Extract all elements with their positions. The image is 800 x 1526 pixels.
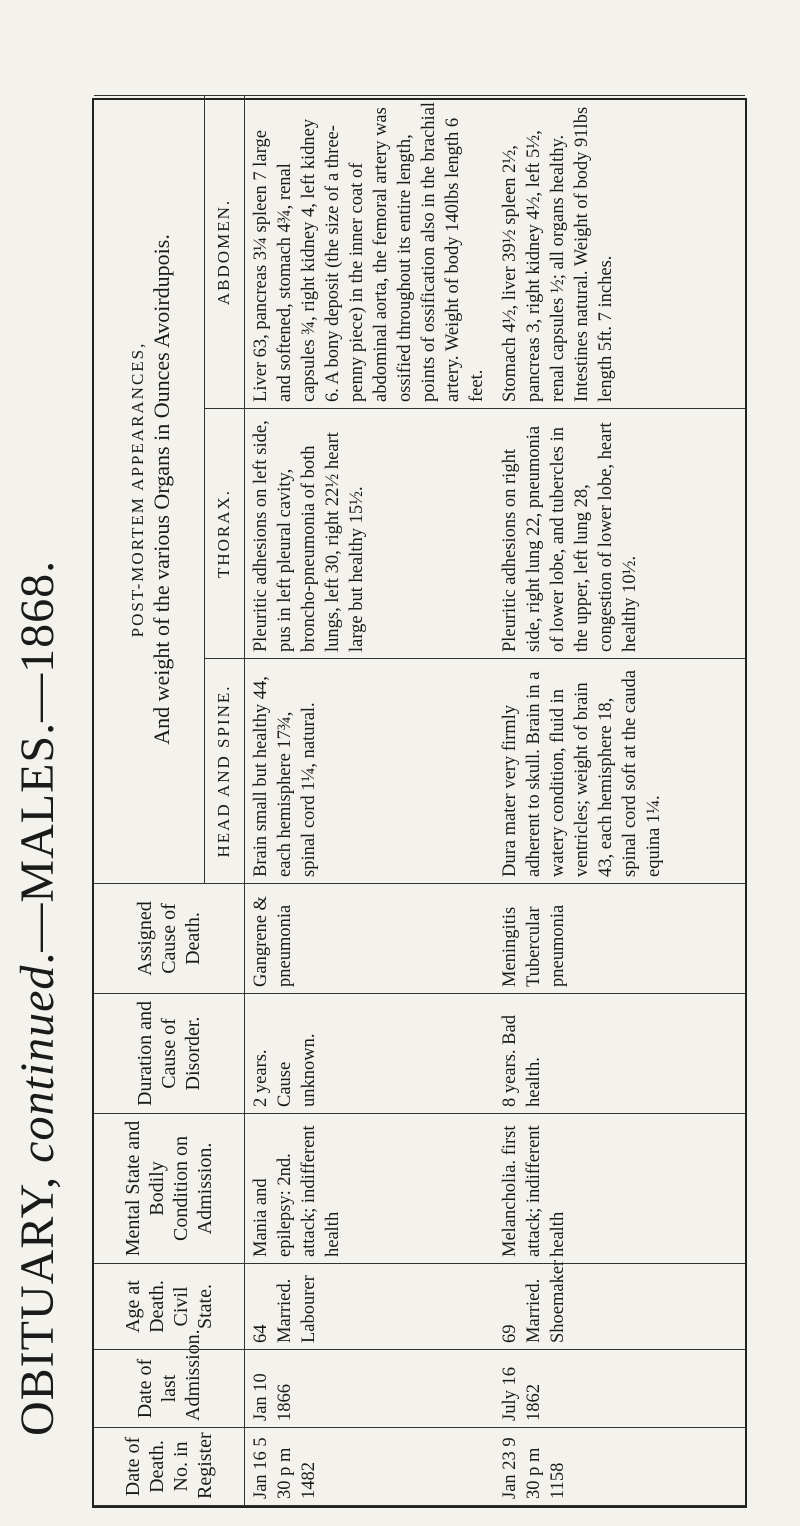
cell-register: Jan 23 9 30 p m 1158: [493, 1428, 745, 1506]
title-rest: .—MALES.—1868.: [11, 559, 64, 965]
title-italic: continued: [11, 964, 64, 1163]
cell-duration: 8 years. Bad health.: [493, 994, 745, 1114]
table-row: [244, 95, 493, 1505]
obituary-table: [92, 98, 747, 1508]
cell-duration: 2 years. Cause unknown.: [244, 994, 493, 1114]
cell-age: 69 Married. Shoemaker: [493, 1264, 745, 1350]
header-abdomen: ABDOMEN.: [204, 95, 244, 408]
cell-abdomen: Stomach 4½, liver 39½ spleen 2½, pancreas 3, right kidney 4½, left 5½, renal capsules ½; all organs healthy. Intestines natural. Weight of body 91lbs length 5ft. 7 inches.: [493, 95, 745, 408]
title-main: OBITUARY,: [11, 1162, 64, 1436]
post-mortem-title: POST-MORTEM APPEARANCES,: [127, 341, 147, 638]
post-mortem-subtitle: And weight of the various Organs in Ounces Avoirdupois.: [148, 234, 174, 745]
header-thorax: THORAX.: [204, 409, 244, 659]
cell-age: 64 Married. Labourer: [244, 1264, 493, 1350]
table-row: [493, 95, 745, 1505]
cell-abdomen: Liver 63, pancreas 3¼ spleen 7 large and softened, stomach 4¾, renal capsules ¾, right kidney 4, left kidney 6. A bony deposit (the size of a three-penny piece) in the inner coat of abdominal aorta, the femoral artery was ossified throughout its entire length, points of ossification also in the brachial artery. Weight of body 140lbs length 6 feet.: [244, 95, 493, 408]
header-cause: Assigned Cause of Death.: [94, 884, 244, 994]
cell-thorax: Pleuritic adhesions on right side, right lung 22, pneumonia of lower lobe, and tubercles in the upper, left lung 28, congestion of lower lobe, heart healthy 10½.: [493, 409, 745, 659]
header-duration: Duration and Cause of Disorder.: [94, 994, 244, 1114]
cell-mental: Mania and epilepsy: 2nd. attack; indifferent health: [244, 1114, 493, 1264]
cell-thorax: Pleuritic adhesions on left side, pus in left pleural cavity, broncho-pneumonia of both lungs, left 30, right 22½ heart large but healthy 15½.: [244, 409, 493, 659]
header-head-spine: HEAD AND SPINE.: [204, 659, 244, 884]
cell-cause: Gangrene & pneumonia: [244, 884, 493, 994]
cell-head: Dura mater very firmly adherent to skull. Brain in a watery condition, fluid in ventricles; weight of brain 43, each hemisphere 18, spinal cord soft at the cauda equina 1¼.: [493, 659, 745, 884]
header-admission: Date of last Admission.: [94, 1350, 244, 1428]
header-age: Age at Death. Civil State.: [94, 1264, 244, 1350]
cell-register: Jan 16 5 30 p m 1482: [244, 1428, 493, 1506]
header-post-mortem: [94, 95, 204, 883]
header-register: Date of Death. No. in Register: [94, 1428, 244, 1506]
cell-cause: Meningitis Tubercular pneumonia: [493, 884, 745, 994]
cell-admission: Jan 10 1866: [244, 1350, 493, 1428]
cell-admission: July 16 1862: [493, 1350, 745, 1428]
cell-mental: Melancholia. first attack; indifferent health: [493, 1114, 745, 1264]
header-mental: Mental State and Bodily Condition on Admission.: [94, 1114, 244, 1264]
page-title: [8, 36, 68, 1436]
cell-head: Brain small but healthy 44, each hemisphere 17¾, spinal cord 1¼, natural.: [244, 659, 493, 884]
